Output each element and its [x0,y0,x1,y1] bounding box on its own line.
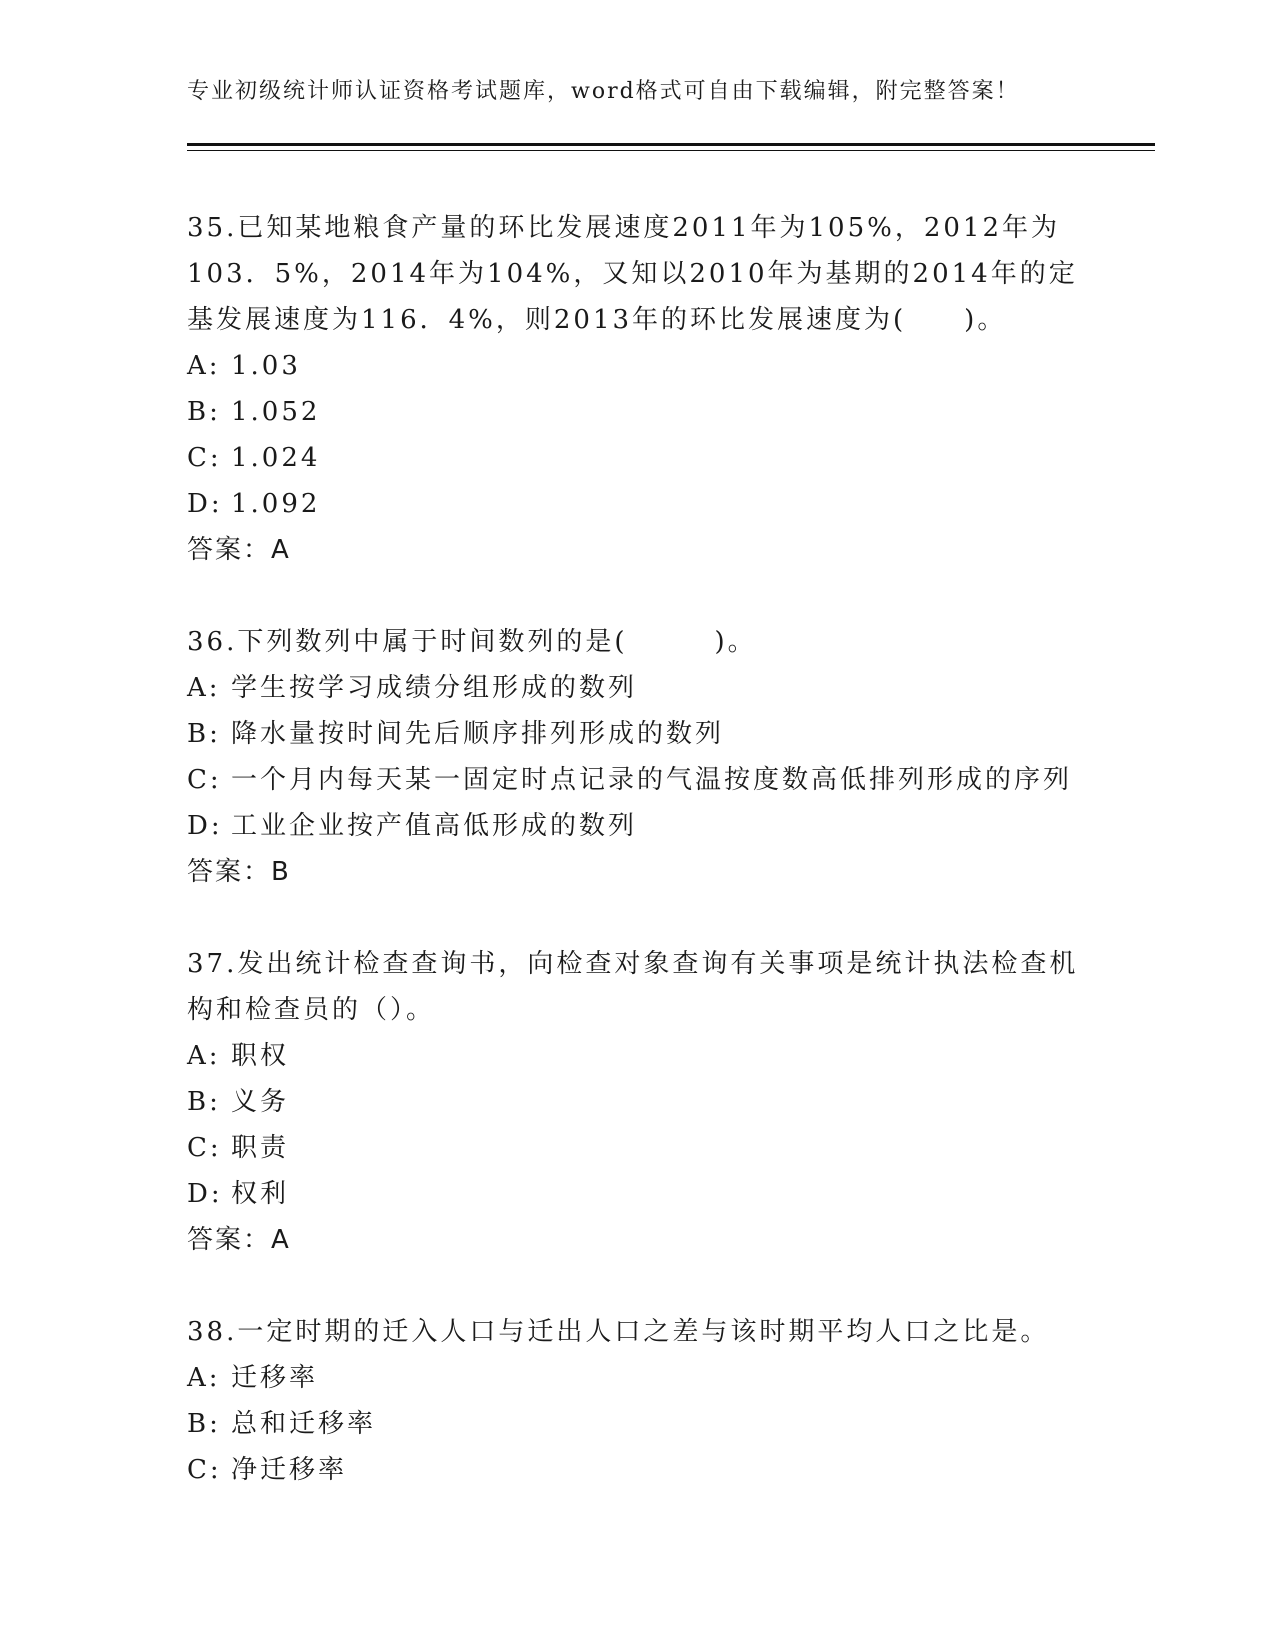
option-key: B: [187,1087,221,1117]
option-text: 迁移率 [231,1363,319,1393]
option-key: A: [187,351,221,381]
question-38 [187,1309,1087,1493]
option-text: 义务 [231,1087,290,1117]
option-a [187,665,1087,711]
answer-line: 答案：B [187,857,291,887]
option-key: D: [187,1179,223,1209]
question-list [187,205,1087,1539]
option-text: 净迁移率 [231,1455,348,1485]
option-key: D: [187,489,223,519]
option-c [187,1125,1087,1171]
option-d [187,803,1087,849]
question-35 [187,205,1087,573]
header-rule-thin [187,150,1155,151]
option-text: 工业企业按产值高低形成的数列 [231,811,638,841]
option-b [187,389,1087,435]
option-key: A: [187,673,221,703]
option-key: B: [187,719,221,749]
option-text: 1.03 [231,351,301,381]
option-text: 1.092 [231,489,321,519]
answer-line: 答案：A [187,1225,291,1255]
option-key: B: [187,397,221,427]
answer-line: 答案：A [187,535,291,565]
option-key: A: [187,1363,221,1393]
option-c [187,757,1087,803]
option-a [187,343,1087,389]
page-header: 专业初级统计师认证资格考试题库，word格式可自由下载编辑，附完整答案！ [187,79,1020,104]
header-rule-thick [187,143,1155,146]
option-text: 一个月内每天某一固定时点记录的气温按度数高低排列形成的序列 [231,765,1073,795]
option-key: C: [187,765,222,795]
option-c [187,435,1087,481]
question-stem: 38.一定时期的迁入人口与迁出人口之差与该时期平均人口之比是。 [187,1317,1050,1347]
option-d [187,481,1087,527]
option-key: C: [187,443,222,473]
option-c [187,1447,1087,1493]
option-key: C: [187,1455,222,1485]
option-key: D: [187,811,223,841]
option-text: 降水量按时间先后顺序排列形成的数列 [231,719,725,749]
option-text: 学生按学习成绩分组形成的数列 [231,673,638,703]
option-a [187,1355,1087,1401]
option-b [187,711,1087,757]
question-37 [187,941,1087,1263]
option-d [187,1171,1087,1217]
option-key: B: [187,1409,221,1439]
option-text: 1.052 [231,397,321,427]
question-36 [187,619,1087,895]
option-text: 权利 [231,1179,290,1209]
question-stem: 36.下列数列中属于时间数列的是( )。 [187,627,757,657]
question-stem: 35.已知某地粮食产量的环比发展速度2011年为105%，2012年为103．5%，2014年为104%，又知以2010年为基期的2014年的定基发展速度为116．4%，则2013年的环比发展速度为( )。 [187,213,1078,335]
option-b [187,1079,1087,1125]
option-text: 总和迁移率 [231,1409,377,1439]
option-text: 职责 [231,1133,290,1163]
option-text: 职权 [231,1041,290,1071]
option-key: C: [187,1133,222,1163]
option-b [187,1401,1087,1447]
option-key: A: [187,1041,221,1071]
question-stem: 37.发出统计检查查询书，向检查对象查询有关事项是统计执法检查机构和检查员的（）。 [187,949,1079,1025]
option-a [187,1033,1087,1079]
option-text: 1.024 [231,443,321,473]
